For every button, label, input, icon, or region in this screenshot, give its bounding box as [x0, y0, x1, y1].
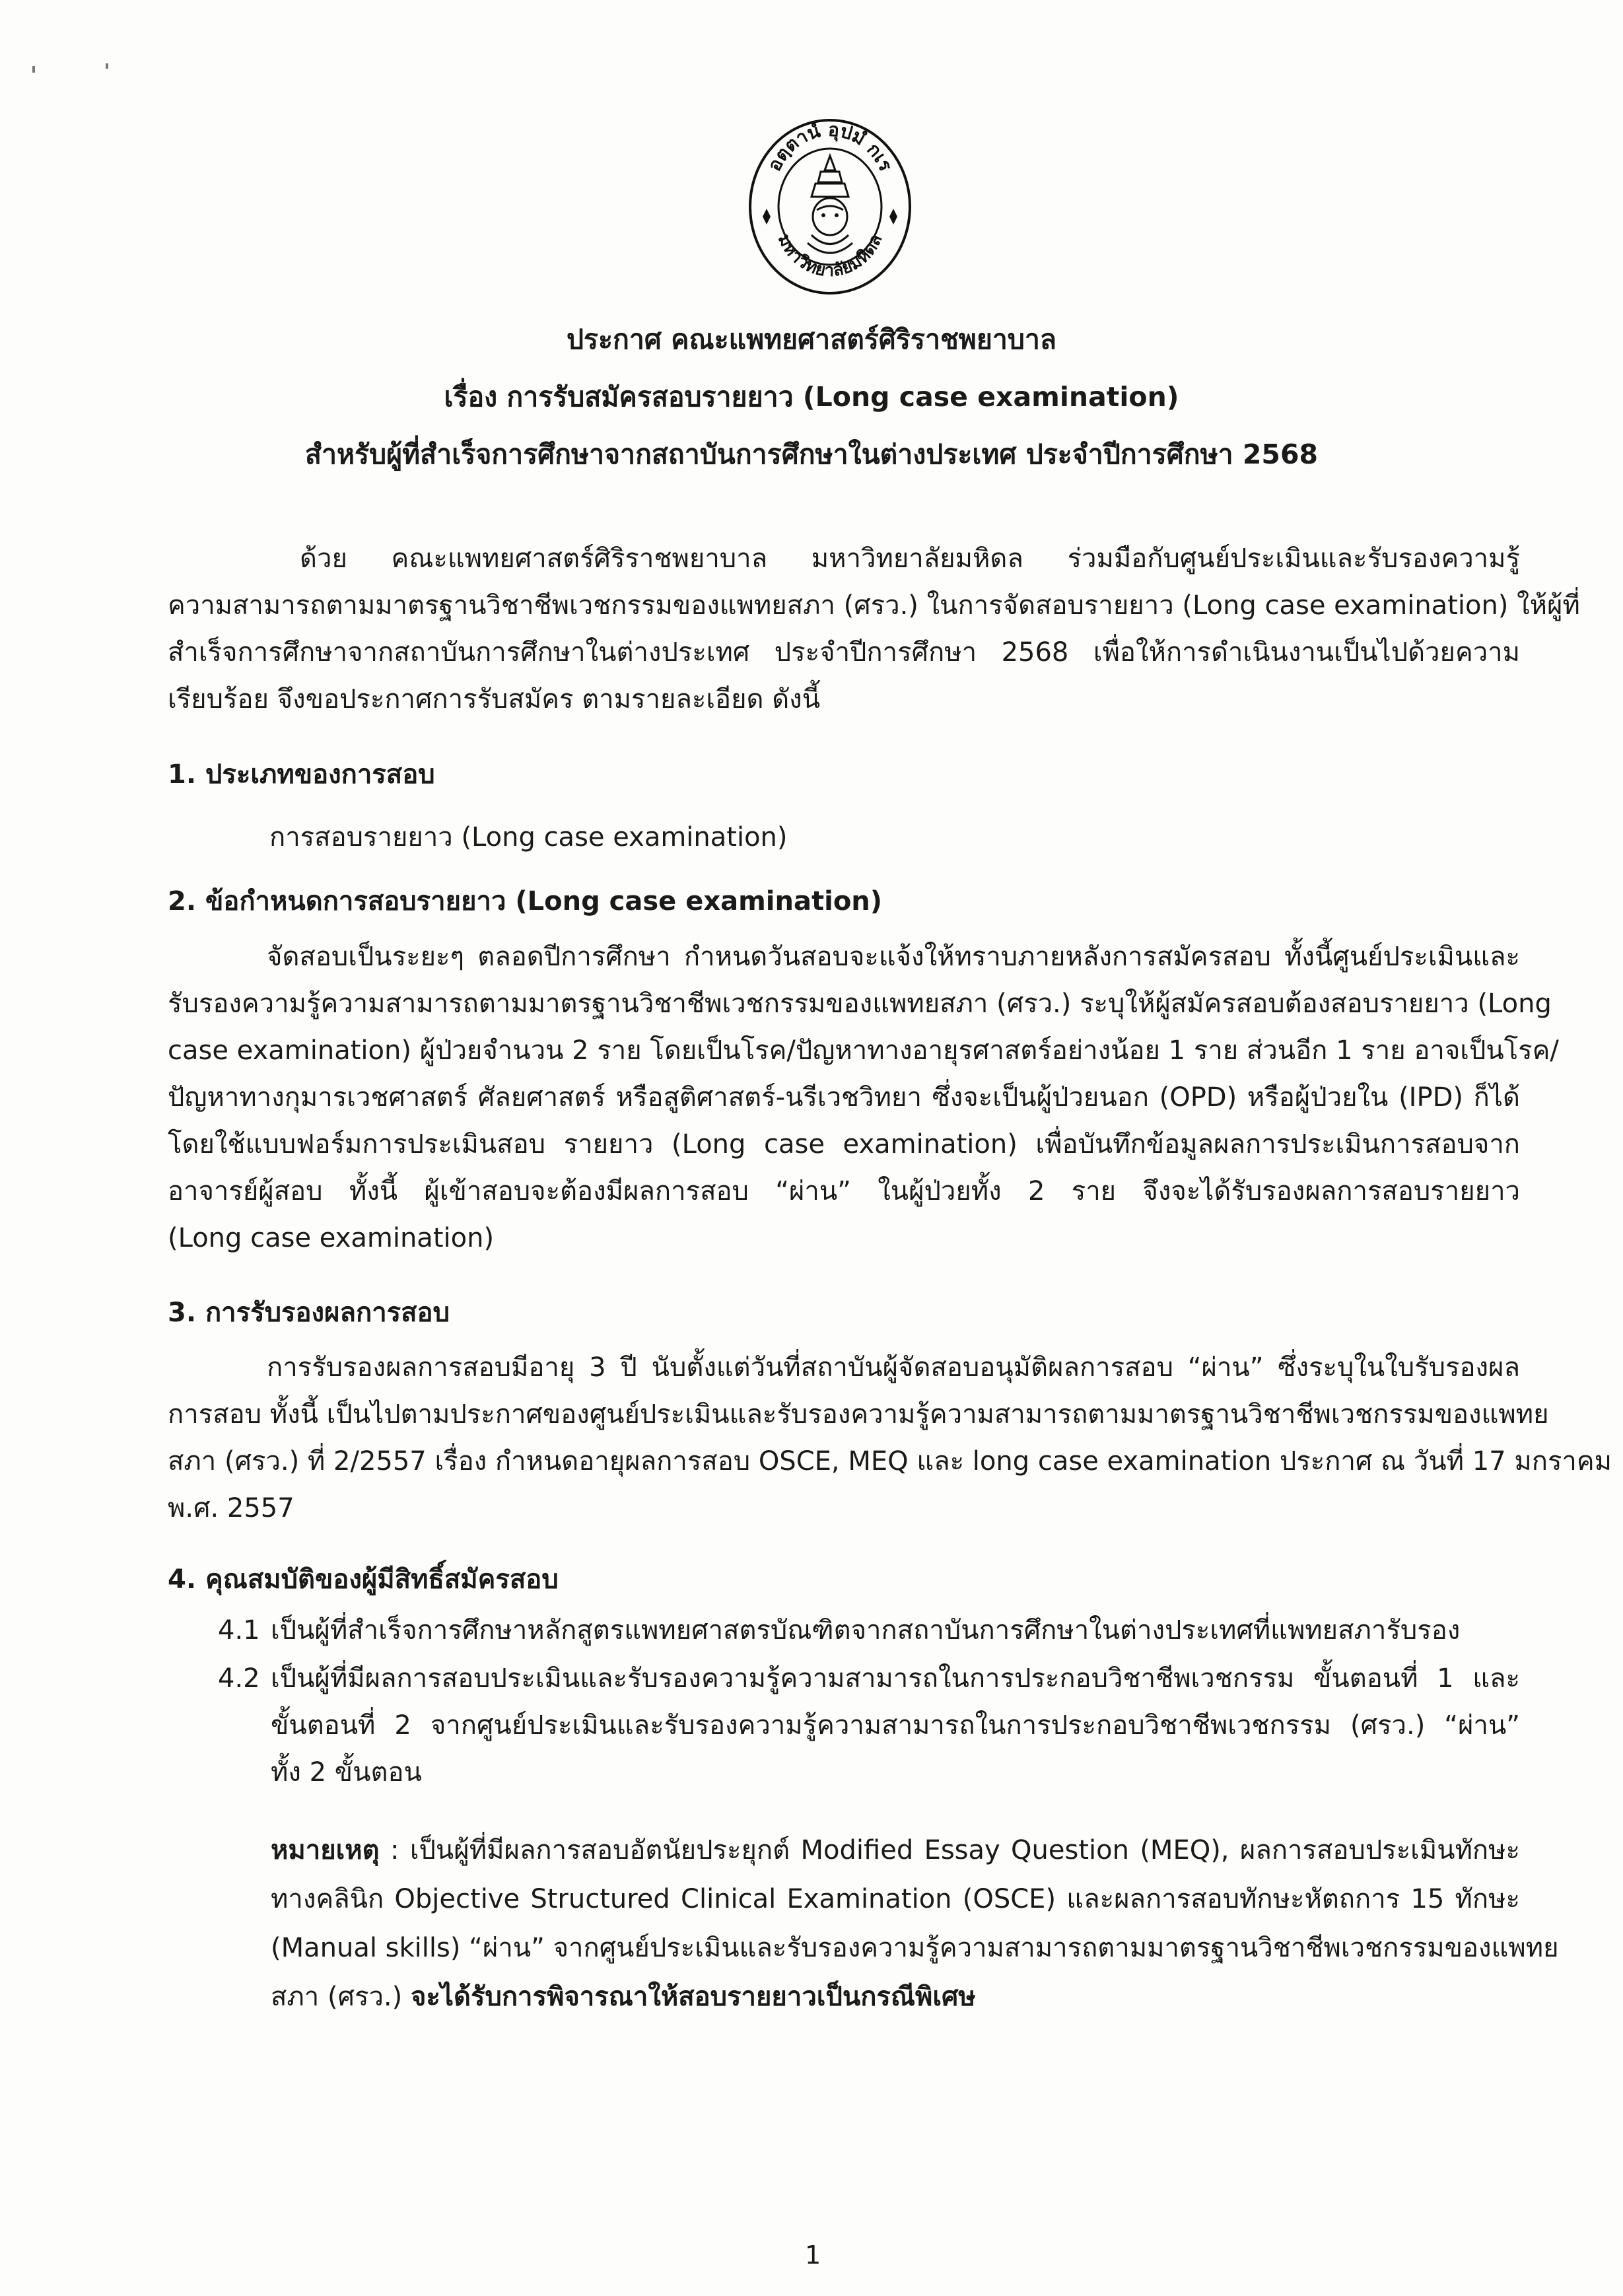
intro-line: เรียบร้อย จึงขอประกาศการรับสมัคร ตามรายละเอียด ดังนี้: [168, 684, 821, 714]
item-4-2-body: [271, 1655, 1520, 1796]
university-seal-logo: [748, 118, 912, 296]
section-2-line: จัดสอบเป็นระยะๆ ตลอดปีการศึกษา กำหนดวันสอบจะแจ้งให้ทราบภายหลังการสมัครสอบ ทั้งนี้ศูนย์ประเมินและ: [267, 942, 1520, 972]
note-line: [271, 1826, 1520, 1875]
section-3-line: สภา (ศรว.) ที่ 2/2557 เรื่อง กำหนดอายุผลการสอบ OSCE, MEQ และ long case examination ประกาศ ณ วันที่ 17 มกราคม: [168, 1446, 1612, 1477]
announcement-title: ประกาศ คณะแพทยศาสตร์ศิริราชพยาบาล: [566, 324, 1057, 355]
item-4-2-number: 4.2: [218, 1663, 260, 1694]
item-4-2-line: เป็นผู้ที่มีผลการสอบประเมินและรับรองความรู้ความสามารถในการประกอบวิชาชีพเวชกรรม ขั้นตอนที่ 1 และ: [271, 1663, 1520, 1694]
intro-line: ความสามารถตามมาตรฐานวิชาชีพเวชกรรมของแพทยสภา (ศรว.) ในการจัดสอบรายยาว (Long case examination) ให้ผู้ที่: [168, 590, 1580, 621]
section-3-line: พ.ศ. 2557: [168, 1493, 294, 1523]
note-last-plain: สภา (ศรว.): [271, 1982, 403, 2012]
section-2-heading: 2. ข้อกำหนดการสอบรายยาว (Long case examination): [168, 886, 883, 917]
section-2-line: case examination) ผู้ป่วยจำนวน 2 ราย โดยเป็นโรค/ปัญหาทางอายุรศาสตร์อย่างน้อย 1 ราย ส่วนอีก 1 ราย อาจเป็นโรค/: [168, 1035, 1559, 1066]
note-line: (Manual skills) “ผ่าน” จากศูนย์ประเมินและรับรองความรู้ความสามารถตามมาตรฐานวิชาชีพเวชกรรมของแพทย: [271, 1933, 1559, 1963]
section-4-heading: 4. คุณสมบัติของผู้มีสิทธิ์สมัครสอบ: [168, 1564, 559, 1595]
svg-text:อตฺตานํ อุปมํ กเร: [763, 119, 897, 175]
section-2-line: โดยใช้แบบฟอร์มการประเมินสอบ รายยาว (Long case examination) เพื่อบันทึกข้อมูลผลการประเมินการสอบจาก: [168, 1129, 1520, 1160]
scan-speck: [106, 63, 108, 69]
section-3-line: การรับรองผลการสอบมีอายุ 3 ปี นับตั้งแต่วันที่สถาบันผู้จัดสอบอนุมัติผลการสอบ “ผ่าน” ซึ่งระบุในใบรับรองผล: [267, 1352, 1520, 1383]
note-block: [271, 1826, 1559, 2021]
note-line: ทางคลินิก Objective Structured Clinical Examination (OSCE) และผลการสอบทักษะหัตถการ 15 ทักษะ: [271, 1884, 1520, 1914]
seal-bottom-text: มหาวิทยาลัยมหิดล: [773, 231, 887, 281]
intro-line: ด้วย คณะแพทยศาสตร์ศิริราชพยาบาล มหาวิทยาลัยมหิดล ร่วมมือกับศูนย์ประเมินและรับรองความรู้: [300, 543, 1520, 574]
page-number: 1: [805, 2241, 821, 2270]
section-3-body: [168, 1344, 1612, 1532]
seal-top-text: อตฺตานํ อุปมํ กเร: [763, 118, 897, 175]
section-2-line: (Long case examination): [168, 1223, 495, 1253]
announcement-subject: เรื่อง การรับสมัครสอบรายยาว (Long case examination): [444, 381, 1179, 413]
item-4-1-text: เป็นผู้ที่สำเร็จการศึกษาหลักสูตรแพทยศาสตรบัณฑิตจากสถาบันการศึกษาในต่างประเทศที่แพทยสภารับรอง: [271, 1615, 1461, 1646]
item-4-2-line: ขั้นตอนที่ 2 จากศูนย์ประเมินและรับรองความรู้ความสามารถในการประกอบวิชาชีพเวชกรรม (ศรว.) “ผ่าน”: [271, 1710, 1520, 1741]
intro-paragraph: [168, 536, 1580, 723]
section-2-line: รับรองความรู้ความสามารถตามมาตรฐานวิชาชีพเวชกรรมของแพทยสภา (ศรว.) ระบุให้ผู้สมัครสอบต้องสอบรายยาว (Long: [168, 989, 1552, 1019]
intro-line: สำเร็จการศึกษาจากสถาบันการศึกษาในต่างประเทศ ประจำปีการศึกษา 2568 เพื่อให้การดำเนินงานเป็นไปด้วยความ: [168, 637, 1520, 668]
announcement-target: สำหรับผู้ที่สำเร็จการศึกษาจากสถาบันการศึกษาในต่างประเทศ ประจำปีการศึกษา 2568: [304, 438, 1319, 470]
scan-speck: [32, 66, 35, 73]
note-line: [271, 1972, 1520, 2021]
section-1-body: การสอบรายยาว (Long case examination): [269, 822, 788, 852]
section-1-heading: 1. ประเภทของการสอบ: [168, 759, 435, 790]
section-3-line: การสอบ ทั้งนี้ เป็นไปตามประกาศของศูนย์ประเมินและรับรองความรู้ความสามารถตามมาตรฐานวิชาชีพเวชกรรมของแพทย: [168, 1399, 1549, 1430]
note-label: หมายเหตุ: [271, 1835, 380, 1865]
section-2-body: [168, 934, 1559, 1262]
section-2-line: อาจารย์ผู้สอบ ทั้งนี้ ผู้เข้าสอบจะต้องมีผลการสอบ “ผ่าน” ในผู้ป่วยทั้ง 2 ราย จึงจะได้รับรองผลการสอบรายยาว: [168, 1176, 1520, 1206]
item-4-2-line: ทั้ง 2 ขั้นตอน: [271, 1757, 422, 1788]
note-last-bold: จะได้รับการพิจารณาให้สอบรายยาวเป็นกรณีพิเศษ: [410, 1982, 976, 2012]
item-4-1-number: 4.1: [218, 1615, 260, 1646]
section-2-line: ปัญหาทางกุมารเวชศาสตร์ ศัลยศาสตร์ หรือสูติศาสตร์-นรีเวชวิทยา ซึ่งจะเป็นผู้ป่วยนอก (OPD) หรือผู้ป่วยใน (IPD) ก็ได้: [168, 1082, 1520, 1113]
note-first-text: : เป็นผู้ที่มีผลการสอบอัตนัยประยุกต์ Modified Essay Question (MEQ), ผลการสอบประเมินทักษะ: [390, 1835, 1521, 1865]
svg-text:มหาวิทยาลัยมหิดล: [774, 231, 887, 281]
section-3-heading: 3. การรับรองผลการสอบ: [168, 1298, 450, 1328]
